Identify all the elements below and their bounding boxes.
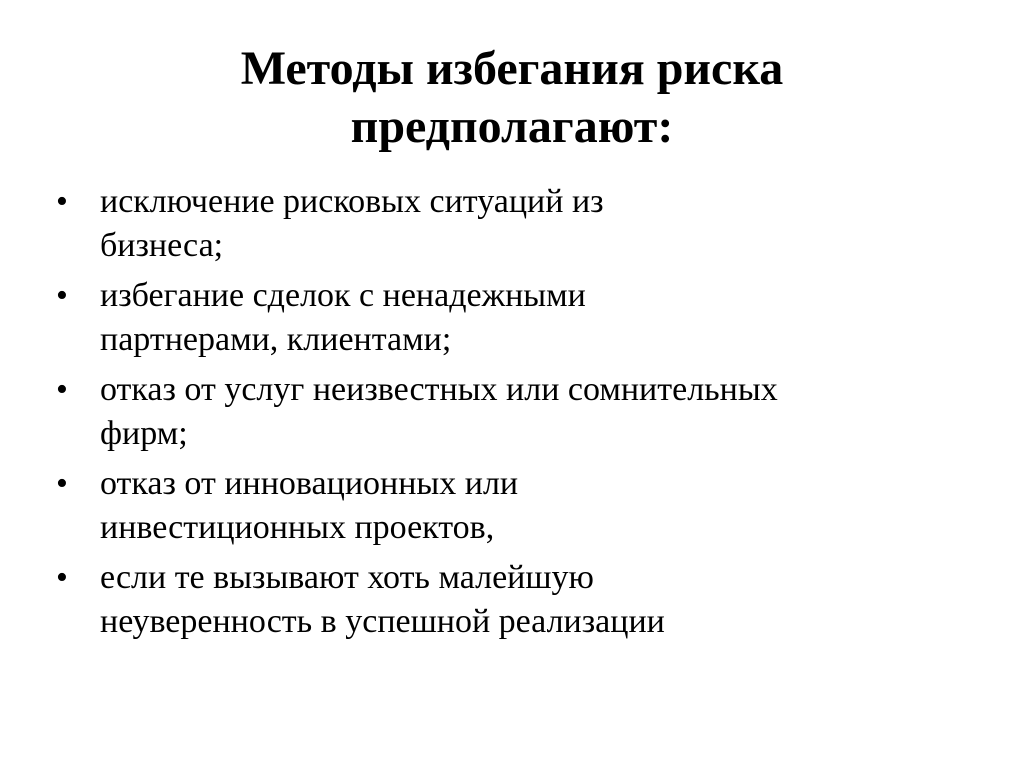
bullet-dot-icon: •	[56, 277, 68, 314]
bullet-text-line: неуверенность в успешной реализации	[100, 603, 665, 640]
title-line-2: предполагают:	[350, 100, 674, 153]
slide-title	[0, 40, 1024, 156]
bullet-text-line: инвестиционных проектов,	[100, 509, 495, 546]
bullet-dot-icon: •	[56, 559, 68, 596]
bullet-item-2	[52, 274, 992, 362]
bullet-dot-icon: •	[56, 465, 68, 502]
bullet-text-line: исключение рисковых ситуаций из	[100, 183, 604, 220]
bullet-text-line: бизнеса;	[100, 227, 224, 264]
bullet-text-line: избегание сделок с ненадежными	[100, 277, 586, 314]
title-line-1: Методы избегания риска	[240, 42, 784, 95]
bullet-text-line: фирм;	[100, 415, 188, 452]
bullet-item-1	[52, 180, 992, 268]
bullet-item-5	[52, 556, 992, 644]
bullet-item-4	[52, 462, 992, 550]
bullet-text-line: отказ от инновационных или	[100, 465, 519, 502]
bullet-text-line: если те вызывают хоть малейшую	[100, 559, 594, 596]
bullet-list	[52, 180, 992, 650]
bullet-dot-icon: •	[56, 371, 68, 408]
bullet-text-line: отказ от услуг неизвестных или сомнительных	[100, 371, 778, 408]
bullet-dot-icon: •	[56, 183, 68, 220]
bullet-text-line: партнерами, клиентами;	[100, 321, 452, 358]
bullet-item-3	[52, 368, 992, 456]
